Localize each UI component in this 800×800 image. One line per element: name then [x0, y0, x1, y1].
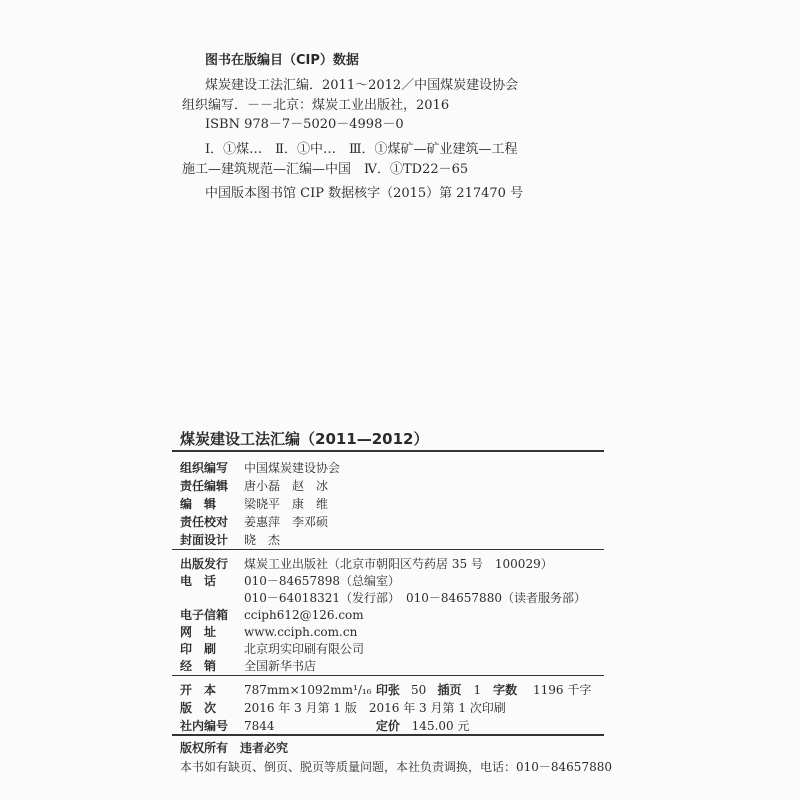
editor-in-charge-row — [180, 477, 328, 494]
cip-line-5: 施工—建筑规范—汇编—中国 Ⅳ．①TD22－65 — [182, 162, 469, 177]
cip-heading: 图书在版编目（CIP）数据 — [205, 53, 359, 68]
edition-value: 2016 年 3 月第 1 版 2016 年 3 月第 1 次印刷 — [244, 701, 506, 715]
internal-number-value: 7844 — [244, 719, 275, 733]
copyright-title: 版权所有 违者必究 — [180, 741, 289, 755]
price-label: 定价 — [375, 719, 400, 733]
words-value: 1196 千字 — [533, 683, 592, 697]
printer-row — [180, 640, 364, 657]
website-row — [180, 623, 357, 640]
distributor-row — [180, 657, 316, 674]
format-label: 开 本 — [180, 683, 217, 697]
proofreader-row — [180, 513, 328, 530]
proofreader-label: 责任校对 — [180, 515, 229, 529]
email-row — [180, 606, 364, 623]
email-label: 电子信箱 — [180, 608, 229, 622]
distributor-value: 全国新华书店 — [244, 659, 317, 673]
distributor-label: 经 销 — [180, 659, 217, 673]
phone-value-1: 010－84657898（总编室） — [244, 574, 400, 588]
sheets-label: 印张 — [375, 683, 400, 697]
proofreader-value: 姜惠萍 李邓硕 — [244, 515, 329, 529]
editor-row — [180, 495, 328, 512]
organizer-value: 中国煤炭建设协会 — [244, 461, 341, 475]
divider-credits — [172, 549, 604, 550]
phone-value-2: 010－64018321（发行部） 010－84657880（读者服务部） — [244, 591, 586, 605]
cip-line-4: Ⅰ．①煤… Ⅱ．①中… Ⅲ．①煤矿—矿业建筑—工程 — [205, 142, 518, 157]
phone-row — [180, 572, 400, 589]
editor-in-charge-value: 唐小磊 赵 冰 — [244, 479, 329, 493]
divider-top — [172, 450, 604, 452]
cover-design-row — [180, 531, 280, 548]
website-label: 网 址 — [180, 625, 217, 639]
organizer-row — [180, 459, 340, 476]
words-label: 字数 — [493, 683, 518, 697]
internal-number-row — [180, 717, 469, 734]
quality-notice: 本书如有缺页、倒页、脱页等质量问题，本社负责调换，电话：010－84657880 — [180, 760, 612, 774]
publisher-row — [180, 555, 553, 572]
publisher-label: 出版发行 — [180, 557, 229, 571]
cover-design-label: 封面设计 — [180, 533, 229, 547]
editor-value: 梁晓平 康 维 — [244, 497, 329, 511]
book-title: 煤炭建设工法汇编（2011—2012） — [180, 430, 429, 448]
editor-in-charge-label: 责任编辑 — [180, 479, 229, 493]
cip-line-2: 组织编写．－－北京：煤炭工业出版社，2016 — [182, 98, 450, 113]
divider-bottom — [172, 734, 604, 736]
edition-row — [180, 699, 506, 716]
publisher-value: 煤炭工业出版社（北京市朝阳区芍药居 35 号 100029） — [244, 557, 553, 571]
internal-number-label: 社内编号 — [180, 719, 229, 733]
phone-label: 电 话 — [180, 574, 217, 588]
format-value: 787mm×1092mm¹/₁₆ — [244, 683, 372, 697]
website-value: www.cciph.com.cn — [244, 625, 358, 639]
printer-value: 北京玥实印刷有限公司 — [244, 642, 365, 656]
edition-label: 版 次 — [180, 701, 217, 715]
cip-line-1: 煤炭建设工法汇编．2011～2012／中国煤炭建设协会 — [205, 78, 519, 93]
cip-line-6: 中国版本图书馆 CIP 数据核字（2015）第 217470 号 — [205, 186, 524, 201]
divider-publishing — [172, 675, 604, 676]
format-row — [180, 681, 591, 698]
plates-value: 1 — [473, 683, 482, 697]
plates-label: 插页 — [437, 683, 462, 697]
email-value: cciph612@126.com — [244, 608, 364, 622]
organizer-label: 组织编写 — [180, 461, 229, 475]
editor-label: 编 辑 — [180, 497, 217, 511]
sheets-value: 50 — [411, 683, 427, 697]
cip-line-3: ISBN 978－7－5020－4998－0 — [205, 117, 404, 132]
printer-label: 印 刷 — [180, 642, 217, 656]
cover-design-value: 晓 杰 — [244, 533, 281, 547]
price-value: 145.00 元 — [411, 719, 470, 733]
